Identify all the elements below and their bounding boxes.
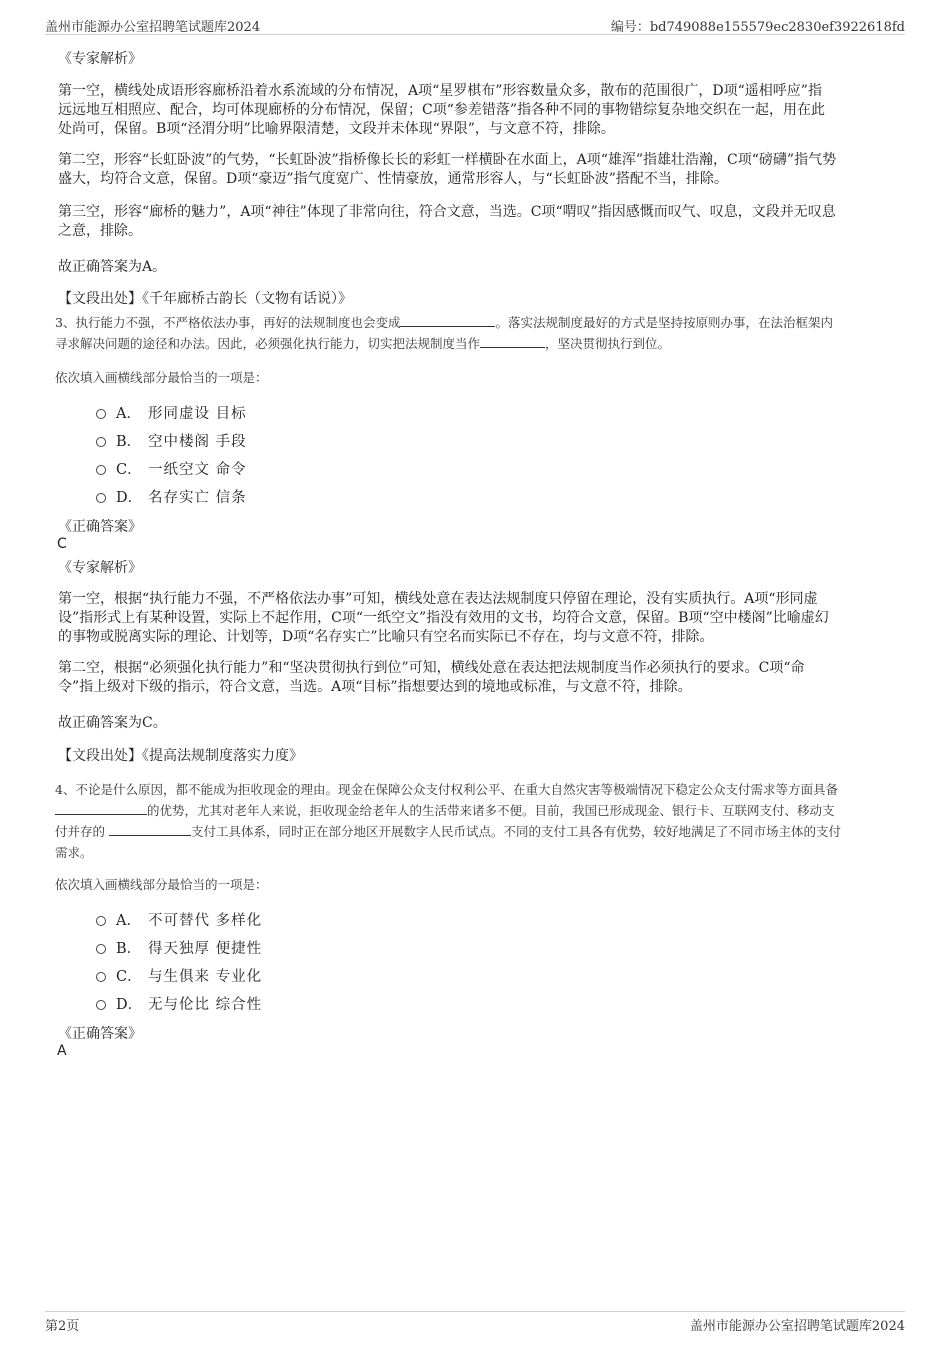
q2-analysis-1-line: 处尚可，保留。B项“泾渭分明”比喻界限清楚，文段并未体现“界限”，与文意不符，排除。: [58, 121, 615, 137]
q4-text: 付并存的: [55, 824, 106, 839]
q3-text: 3、执行能力不强，不严格依法办事，再好的法规制度也会变成: [55, 315, 401, 330]
q4-text: 支付工具体系，同时正在部分地区开展数字人民币试点。不同的支付工具各有优势，较好地满足了不同市场主体的支付: [191, 824, 842, 839]
q4-option-d[interactable]: [96, 993, 262, 1013]
q3-answer: C: [57, 536, 67, 552]
radio-icon[interactable]: [96, 916, 106, 926]
option-key: A．: [116, 912, 141, 929]
option-text: 无与伦比 综合性: [148, 996, 263, 1013]
q2-analysis-3-line: 第三空，形容“廊桥的魅力”，A项“神往”体现了非常向往，符合文意，当选。C项“喟叹”指因感慨而叹气、叹息，文段并无叹息: [58, 204, 836, 220]
q2-analysis-2-line: 第二空，形容“长虹卧波”的气势，“长虹卧波”指桥像长长的彩虹一样横卧在水面上，A项“雄浑”指雄壮浩瀚，C项“磅礴”指气势: [58, 152, 837, 168]
option-text: 形同虚设 目标: [148, 405, 247, 422]
option-text: 空中楼阁 手段: [148, 433, 247, 450]
q3-prompt: 依次填入画横线部分最恰当的一项是：: [55, 370, 268, 385]
footer-title: 盖州市能源办公室招聘笔试题库2024: [689, 1319, 905, 1334]
q3-analysis-2-line: 第二空，根据“必须强化执行能力”和“坚决贯彻执行到位”可知，横线处意在表达把法规制度当作必须执行的要求。C项“命: [58, 660, 805, 676]
radio-icon[interactable]: [96, 493, 106, 503]
radio-icon[interactable]: [96, 465, 106, 475]
q4-answer: A: [57, 1043, 67, 1059]
q4-text: 需求。: [55, 845, 93, 860]
q3-analysis-2-line: 令”指上级对下级的指示，符合文意，当选。A项“目标”指想要达到的境地或标准，与文意不符，排除。: [58, 679, 692, 695]
q2-analysis-1-line: 第一空，横线处成语形容廊桥沿着水系流域的分布情况，A项“星罗棋布”形容数量众多，散布的范围很广，D项“遥相呼应”指: [58, 83, 822, 99]
option-key: B．: [116, 433, 142, 450]
q3-analysis-1-line: 设”指形式上有某种设置，实际上不起作用，C项“一纸空文”指没有效用的文书，均符合文意，保留。B项“空中楼阁”比喻虚幻: [58, 610, 829, 626]
page-header: [45, 14, 905, 35]
option-key: C．: [116, 968, 142, 985]
q2-analysis-3-line: 之意，排除。: [58, 223, 142, 239]
q3-blank-2: [480, 334, 545, 348]
q4-blank-1: [55, 801, 147, 815]
q4-question: [55, 779, 900, 863]
q2-expert-title: 《专家解析》: [58, 51, 142, 67]
page-footer: [45, 1311, 905, 1332]
q4-text: 的优势，尤其对老年人来说，拒收现金给老年人的生活带来诸多不便。目前，我国已形成现金、银行卡、互联网支付、移动支: [147, 803, 835, 818]
q3-analysis-2: [58, 659, 896, 697]
option-text: 一纸空文 命令: [148, 461, 247, 478]
q3-answer-title: 《正确答案》: [58, 519, 142, 535]
q3-analysis-1-line: 第一空，根据“执行能力不强，不严格依法办事”可知，横线处意在表达法规制度只停留在理论，没有实质执行。A项“形同虚: [58, 591, 818, 607]
q4-blank-2: [109, 822, 191, 836]
q2-analysis-2: [58, 151, 896, 189]
q4-option-c[interactable]: [96, 965, 262, 985]
q3-blank-1: [400, 313, 495, 327]
q2-conclusion: 故正确答案为A。: [58, 259, 167, 275]
page-number: 第2页: [45, 1319, 80, 1334]
header-doc-id: 编号：bd749088e155579ec2830ef3922618fd: [610, 20, 905, 35]
q2-analysis-1: [58, 82, 896, 139]
q3-source: 【文段出处】《提高法规制度落实力度》: [58, 748, 303, 764]
q2-source: 【文段出处】《千年廊桥古韵长（文物有话说）》: [58, 291, 352, 307]
option-key: A．: [116, 405, 141, 422]
q3-analysis-1-line: 的事物或脱离实际的理论、计划等，D项“名存实亡”比喻只有空名而实际已不存在，均与文意不符，排除。: [58, 629, 714, 645]
q4-prompt: 依次填入画横线部分最恰当的一项是：: [55, 877, 268, 892]
q3-option-c[interactable]: [96, 458, 247, 478]
q4-option-a[interactable]: [96, 909, 262, 929]
option-key: B．: [116, 940, 142, 957]
radio-icon[interactable]: [96, 944, 106, 954]
q4-option-b[interactable]: [96, 937, 262, 957]
q3-text: 。落实法规制度最好的方式是坚持按原则办事，在法治框架内: [495, 315, 833, 330]
q3-analysis-1: [58, 590, 896, 647]
q3-option-a[interactable]: [96, 402, 247, 422]
q4-text: 4、不论是什么原因，都不能成为拒收现金的理由。现金在保障公众支付权利公平、在重大自然灾害等极端情况下稳定公众支付需求等方面具备: [55, 782, 838, 797]
option-text: 不可替代 多样化: [148, 912, 263, 929]
q3-text: ，坚决贯彻执行到位。: [545, 336, 671, 351]
option-text: 与生俱来 专业化: [148, 968, 263, 985]
q2-analysis-3: [58, 203, 896, 241]
q3-question: [55, 312, 900, 354]
q3-option-d[interactable]: [96, 486, 247, 506]
radio-icon[interactable]: [96, 1000, 106, 1010]
option-key: D．: [116, 996, 143, 1013]
radio-icon[interactable]: [96, 972, 106, 982]
q4-answer-title: 《正确答案》: [58, 1026, 142, 1042]
header-title: 盖州市能源办公室招聘笔试题库2024: [45, 20, 261, 35]
q3-option-b[interactable]: [96, 430, 247, 450]
option-text: 名存实亡 信条: [148, 489, 247, 506]
q3-text: 寻求解决问题的途径和办法。因此，必须强化执行能力，切实把法规制度当作: [55, 336, 481, 351]
q2-analysis-1-line: 远远地互相照应、配合，均可体现廊桥的分布情况，保留；C项“参差错落”指各种不同的事物错综复杂地交织在一起，用在此: [58, 102, 826, 118]
q2-analysis-2-line: 盛大，均符合文意，保留。D项“豪迈”指气度宽广、性情豪放，通常形容人，与“长虹卧波”搭配不当，排除。: [58, 171, 728, 187]
option-text: 得天独厚 便捷性: [148, 940, 263, 957]
q3-conclusion: 故正确答案为C。: [58, 715, 167, 731]
q3-expert-title: 《专家解析》: [58, 560, 142, 576]
radio-icon[interactable]: [96, 437, 106, 447]
option-key: C．: [116, 461, 142, 478]
radio-icon[interactable]: [96, 409, 106, 419]
option-key: D．: [116, 489, 143, 506]
